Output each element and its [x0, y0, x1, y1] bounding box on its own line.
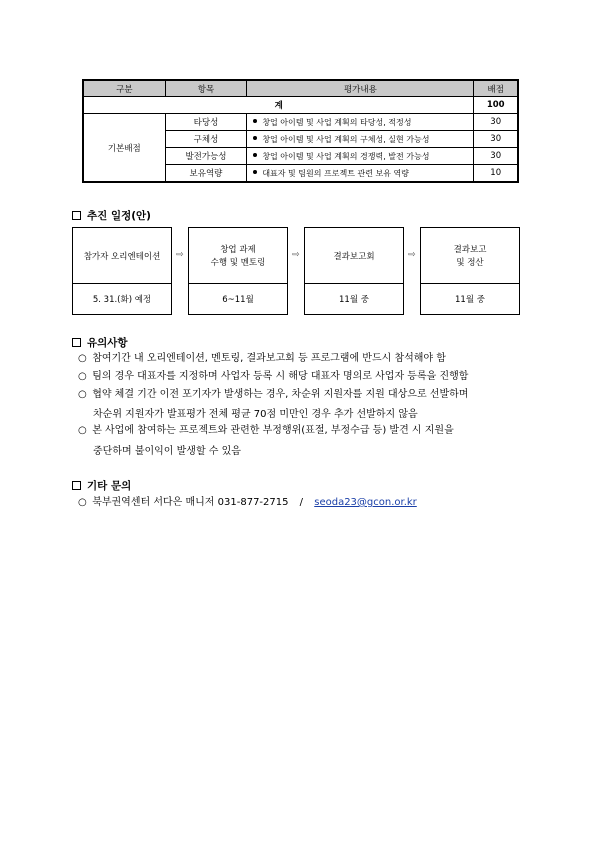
total-label: 계	[83, 97, 474, 114]
score-cell: 30	[474, 148, 518, 165]
note-item: ○ 참여기간 내 오리엔테이션, 멘토링, 결과보고회 등 프로그램에 반드시 참석해야 함	[78, 353, 446, 364]
note-item: ○ 협약 체결 기간 이전 포기자가 발생하는 경우, 차순위 지원자를 지원 대상으로 선발하며	[78, 389, 469, 400]
header-score: 배점	[474, 80, 518, 97]
header-content: 평가내용	[247, 80, 474, 97]
step-date: 11월 중	[421, 283, 519, 314]
step-date: 11월 중	[305, 283, 403, 314]
step-name: 결과보고회	[333, 251, 375, 262]
note-item: ○ 팀의 경우 대표자를 지정하며 사업자 등록 시 해당 대표자 명의로 사업자 등록을 진행함	[78, 371, 469, 382]
circle-bullet-icon: ○	[78, 371, 87, 382]
notes-heading: 유의사항	[72, 335, 128, 350]
total-row	[83, 97, 518, 114]
score-cell: 10	[474, 165, 518, 183]
header-item: 항목	[165, 80, 247, 97]
arrow-right-icon: ⇨	[176, 250, 184, 260]
step-name: 참가자 오리엔테이션	[83, 251, 161, 262]
bullet-icon	[253, 119, 257, 123]
circle-bullet-icon: ○	[78, 353, 87, 364]
schedule-heading: 추진 일정(안)	[72, 208, 151, 223]
bullet-icon	[253, 153, 257, 157]
item-cell: 보유역량	[165, 165, 247, 183]
contact-line	[78, 496, 417, 510]
desc-cell: 창업 아이템 및 사업 계획의 경쟁력, 발전 가능성	[247, 148, 474, 165]
schedule-step-orientation	[72, 227, 172, 315]
schedule-step-settlement	[420, 227, 520, 315]
square-bullet-icon	[72, 481, 81, 490]
item-cell: 구체성	[165, 131, 247, 148]
contact-heading: 기타 문의	[72, 478, 131, 493]
square-bullet-icon	[72, 211, 81, 220]
bullet-icon	[253, 170, 257, 174]
item-cell: 발전가능성	[165, 148, 247, 165]
schedule-step-mentoring	[188, 227, 288, 315]
contact-text: 북부권역센터 서다은 매니저 031-877-2715	[92, 497, 289, 508]
desc-cell: 창업 아이템 및 사업 계획의 타당성, 적정성	[247, 114, 474, 131]
schedule-step-report	[304, 227, 404, 315]
circle-bullet-icon: ○	[78, 389, 87, 400]
desc-cell: 대표자 및 팀원의 프로젝트 관련 보유 역량	[247, 165, 474, 183]
step-date: 5. 31.(화) 예정	[73, 283, 171, 314]
contact-separator: /	[299, 497, 304, 508]
step-name: 창업 과제 수행 및 멘토링	[210, 245, 266, 268]
bullet-icon	[253, 136, 257, 140]
score-cell: 30	[474, 131, 518, 148]
step-name: 결과보고 및 정산	[453, 245, 487, 268]
desc-cell: 창업 아이템 및 사업 계획의 구체성, 실현 가능성	[247, 131, 474, 148]
step-date: 6~11월	[189, 283, 287, 314]
contact-email-link[interactable]: seoda23@gcon.or.kr	[314, 497, 417, 508]
table-header-row	[83, 80, 518, 97]
note-continuation: 중단하며 불이익이 발생할 수 있음	[93, 446, 241, 457]
circle-bullet-icon: ○	[78, 425, 87, 436]
item-cell: 타당성	[165, 114, 247, 131]
score-cell: 30	[474, 114, 518, 131]
evaluation-table	[82, 79, 519, 183]
table-row	[83, 114, 518, 131]
note-item: ○ 본 사업에 참여하는 프로젝트와 관련한 부정행위(표절, 부정수급 등) 발견 시 지원을	[78, 425, 454, 436]
total-score: 100	[474, 97, 518, 114]
category-cell: 기본배점	[83, 114, 165, 183]
arrow-right-icon: ⇨	[292, 250, 300, 260]
header-category: 구분	[83, 80, 165, 97]
circle-bullet-icon: ○	[78, 497, 87, 508]
note-continuation: 차순위 지원자가 발표평가 전체 평균 70점 미만인 경우 추가 선발하지 않음	[93, 409, 418, 420]
square-bullet-icon	[72, 338, 81, 347]
arrow-right-icon: ⇨	[408, 250, 416, 260]
